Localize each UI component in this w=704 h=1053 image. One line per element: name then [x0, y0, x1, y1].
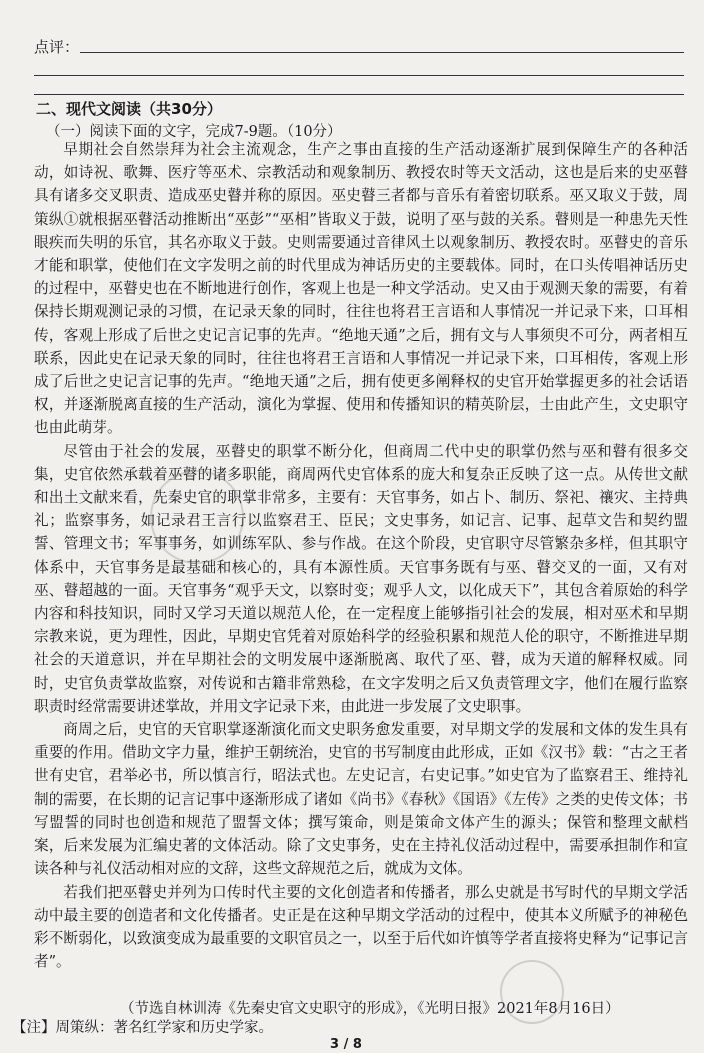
section-title: 二、现代文阅读（共30分）	[36, 100, 222, 118]
comment-blank-line-2	[34, 75, 684, 76]
footnote: 【注】周策纵：著名红学家和历史学家。	[12, 1020, 273, 1036]
comment-row	[34, 30, 684, 60]
passage-paragraph: 早期社会自然崇拜为社会主流观念，生产之事由直接的生产活动逐渐扩展到保障生产的各种活动，如诗祝、歌舞、医疗等巫术、宗教活动和观象制历、教授农时等天文活动，这也是后来的史巫瞽具有诸多交叉职责、造成巫史瞽并称的原因。巫史瞽三者都与音乐有着密切联系。巫又取义于鼓，周策纵①就根据巫瞽活动推断出“巫彭”“巫相”皆取义于鼓，说明了巫与鼓的关系。瞽则是一种患先天性眼疾而失明的乐官，其名亦取义于鼓。史则需要通过音律风土以观象制历、教授农时。巫瞽史的音乐才能和职掌，使他们在文字发明之前的时代里成为神话历史的主要载体。同时，在口头传唱神话历史的过程中，巫瞽史也在不断地进行创作，客观上也是一种文学活动。史又由于观测天象的需要，有着保持长期观测记录的习惯，在记录天象的同时，往往也将君王言语和人事情况一并记录下来，口耳相传，客观上形成了后世之史记言记事的先声。“绝地天通”之后，拥有文与人事须臾不可分，两者相互联系，因此史在记录天象的同时，往往也将君王言语和人事情况一并记录下来，口耳相传，客观上形成了后世之史记言记事的先声。“绝地天通”之后，拥有使更多阐释权的史官开始掌握更多的社会话语权，并逐渐脱离直接的生产活动，演化为掌握、使用和传播知识的精英阶层，士由此产生，文史职守也由此萌芽。	[34, 141, 688, 437]
divider-line	[34, 94, 684, 95]
comment-label: 点评：	[34, 38, 80, 56]
passage-paragraph: 若我们把巫瞽史并列为口传时代主要的文化创造者和传播者，那么史就是书写时代的早期文学活动中最主要的创造者和文化传播者。史正是在这种早期文学活动的过程中，使其本义所赋予的神秘色彩不断弱化，以致演变成为最重要的文职官员之一，以至于后代如许慎等学者直接将史释为“记事记言者”。	[34, 883, 688, 971]
passage-paragraph: 商周之后，史官的天官职掌逐渐演化而文史职务愈发重要，对早期文学的发展和文体的发生具有重要的作用。借助文字力量，维护王朝统治，史官的书写制度由此形成，正如《汉书》载：“古之王者世有史官，君举必书，所以慎言行，昭法式也。左史记言，右史记事。”如史官为了监察君王、维持礼制的需要，在长期的记言记事中逐渐形成了诸如《尚书》《春秋》《国语》《左传》之类的史传文体；书写盟誓的同时也创造和规范了盟誓文体；撰写策命，则是策命文体产生的源头；保管和整理文献档案，后来发展为汇编史著的文体活动。除了文史事务，史在主持礼仪活动过程中，需要承担制作和宣读各种与礼仪活动相对应的文辞，这些文辞规范之后，就成为文体。	[34, 721, 688, 878]
watermark-stamp-icon	[150, 470, 244, 564]
comment-blank-line	[80, 52, 684, 53]
reading-passage	[34, 138, 688, 973]
source-citation: （节选自林训涛《先秦史官文史职守的形成》，《光明日报》2021年8月16日）	[120, 1001, 620, 1017]
page-number: 3 / 8	[330, 1037, 362, 1052]
passage-paragraph: 尽管由于社会的发展，巫瞽史的职掌不断分化，但商周二代中史的职掌仍然与巫和瞽有很多交集，史官依然承载着巫瞽的诸多职能，商周两代史官体系的庞大和复杂正反映了这一点。从传世文献和出土文献来看，先秦史官的职掌非常多，主要有：天官事务，如占卜、制历、祭祀、禳灾、主持典礼；监察事务，如记录君王言行以监察君王、臣民；文史事务，如记言、记事、起草文告和契约盟誓、管理文书；军事事务，如训练军队、参与作战。在这个阶段，史官职守尽管繁杂多样，但其职守体系中，天官事务是最基础和核心的，具有本源性质。天官事务既有与巫、瞽交叉的一面，又有对巫、瞽超越的一面。天官事务“观乎天文，以察时变；观乎人文，以化成天下”，其包含着原始的科学内容和科技知识，同时又学习天道以规范人伦，在一定程度上能够指引社会的发展，相对巫术和早期宗教来说，更为理性，因此，早期史官凭着对原始科学的经验积累和规范人伦的职守，不断推进早期社会的天道意识，并在早期社会的文明发展中逐渐脱离、取代了巫、瞽，成为天道的解释权威。同时，史官负责掌故监察，对传说和古籍非常熟稔，在文字发明之后又负责管理文字，他们在履行监察职责时经常需要讲述掌故，并用文字记录下来，由此进一步发展了文史职事。	[34, 442, 688, 715]
question-instruction: （一）阅读下面的文字，完成7-9题。（10分）	[46, 124, 342, 140]
watermark-logo-icon	[500, 960, 564, 1024]
